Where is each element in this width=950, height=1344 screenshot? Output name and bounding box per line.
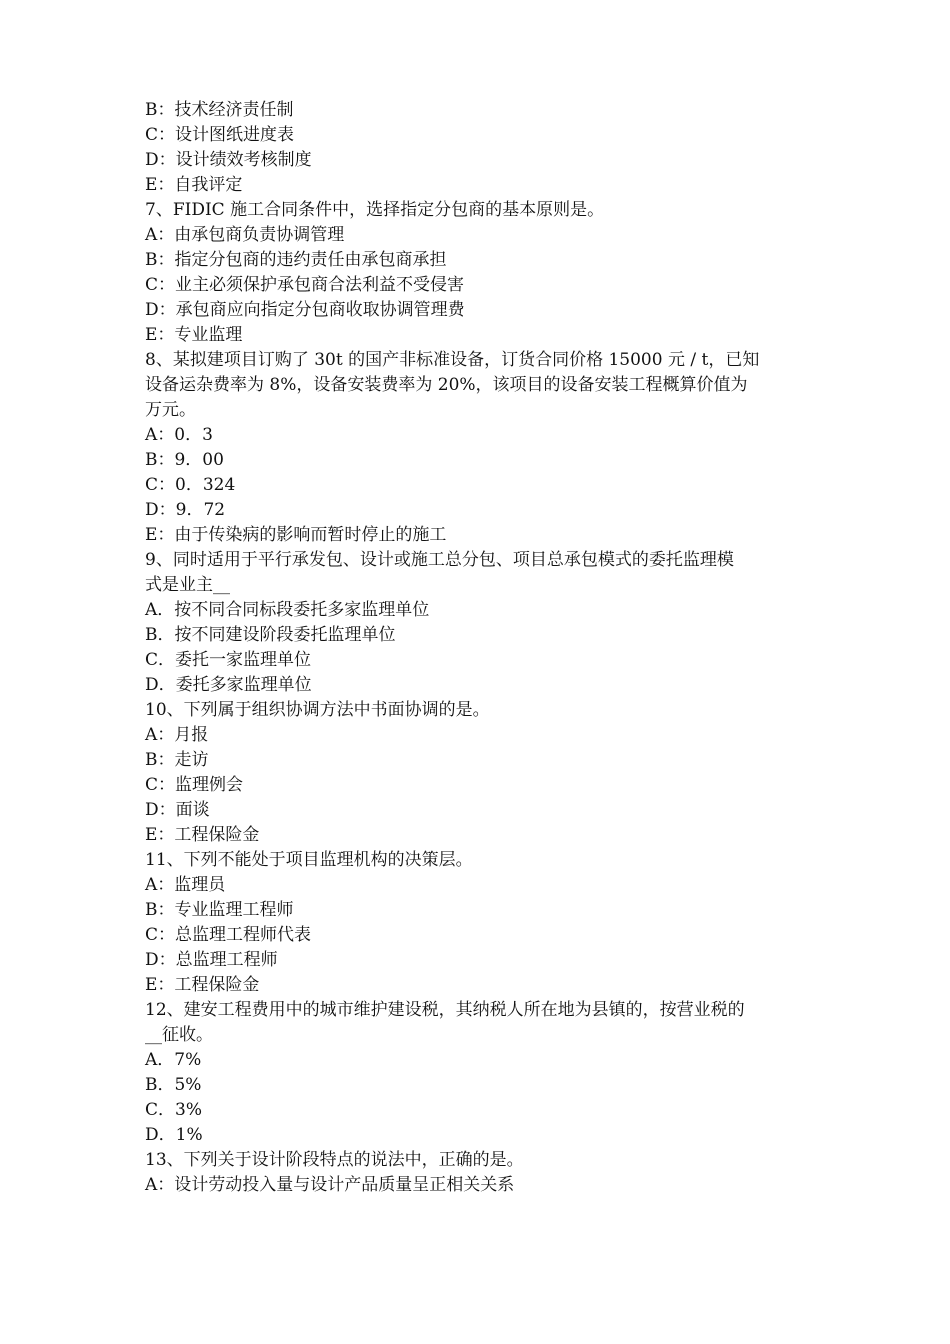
question-8-cont: 万元。 — [145, 400, 196, 420]
question-8-cont: 设备运杂费率为 8%，设备安装费率为 20%，该项目的设备安装工程概算价值为 — [145, 375, 748, 395]
question-12-cont: __征收。 — [145, 1025, 213, 1045]
question-11: 11、下列不能处于项目监理机构的决策层。 — [145, 850, 473, 870]
text-line: D：面谈 — [145, 800, 210, 820]
document-body — [145, 98, 810, 1198]
text-line: E：工程保险金 — [145, 975, 260, 995]
text-line: C：监理例会 — [145, 775, 244, 795]
question-9-cont: 式是业主__ — [145, 575, 230, 595]
question-12: 12、建安工程费用中的城市维护建设税，其纳税人所在地为县镇的，按营业税的 — [145, 1000, 745, 1020]
text-line: B：指定分包商的违约责任由承包商承担 — [145, 250, 447, 270]
text-line: A：0．3 — [145, 425, 213, 445]
text-line: A：由承包商负责协调管理 — [145, 225, 345, 245]
text-line: E：自我评定 — [145, 175, 243, 195]
text-line: C：设计图纸进度表 — [145, 125, 295, 145]
text-line: E：工程保险金 — [145, 825, 260, 845]
text-line: A．7% — [145, 1050, 202, 1070]
text-line: C：总监理工程师代表 — [145, 925, 312, 945]
text-line: A：监理员 — [145, 875, 226, 895]
text-line: E：专业监理 — [145, 325, 243, 345]
question-13: 13、下列关于设计阶段特点的说法中，正确的是。 — [145, 1150, 524, 1170]
text-line: A：月报 — [145, 725, 209, 745]
question-9: 9、同时适用于平行承发包、设计或施工总分包、项目总承包模式的委托监理模 — [145, 550, 734, 570]
text-line: C．3% — [145, 1100, 202, 1120]
text-line: B：技术经济责任制 — [145, 100, 294, 120]
text-line: C：业主必须保护承包商合法利益不受侵害 — [145, 275, 465, 295]
text-line: D：承包商应向指定分包商收取协调管理费 — [145, 300, 465, 320]
question-7: 7、FIDIC 施工合同条件中，选择指定分包商的基本原则是。 — [145, 200, 605, 220]
text-line: D：总监理工程师 — [145, 950, 278, 970]
text-line: C．委托一家监理单位 — [145, 650, 312, 670]
question-10: 10、下列属于组织协调方法中书面协调的是。 — [145, 700, 490, 720]
text-line: B：专业监理工程师 — [145, 900, 294, 920]
question-8: 8、某拟建项目订购了 30t 的国产非标准设备，订货合同价格 15000 元 / t，已知 — [145, 350, 760, 370]
text-line: D．委托多家监理单位 — [145, 675, 312, 695]
text-line: A．按不同合同标段委托多家监理单位 — [145, 600, 430, 620]
text-line: B．5% — [145, 1075, 202, 1095]
text-line: C：0．324 — [145, 475, 236, 495]
text-line: B：走访 — [145, 750, 209, 770]
text-line: D．1% — [145, 1125, 203, 1145]
text-line: E：由于传染病的影响而暂时停止的施工 — [145, 525, 447, 545]
text-line: D：9．72 — [145, 500, 226, 520]
text-line: B：9．00 — [145, 450, 224, 470]
text-line: A：设计劳动投入量与设计产品质量呈正相关关系 — [145, 1175, 515, 1195]
text-line: B．按不同建设阶段委托监理单位 — [145, 625, 396, 645]
text-line: D：设计绩效考核制度 — [145, 150, 312, 170]
